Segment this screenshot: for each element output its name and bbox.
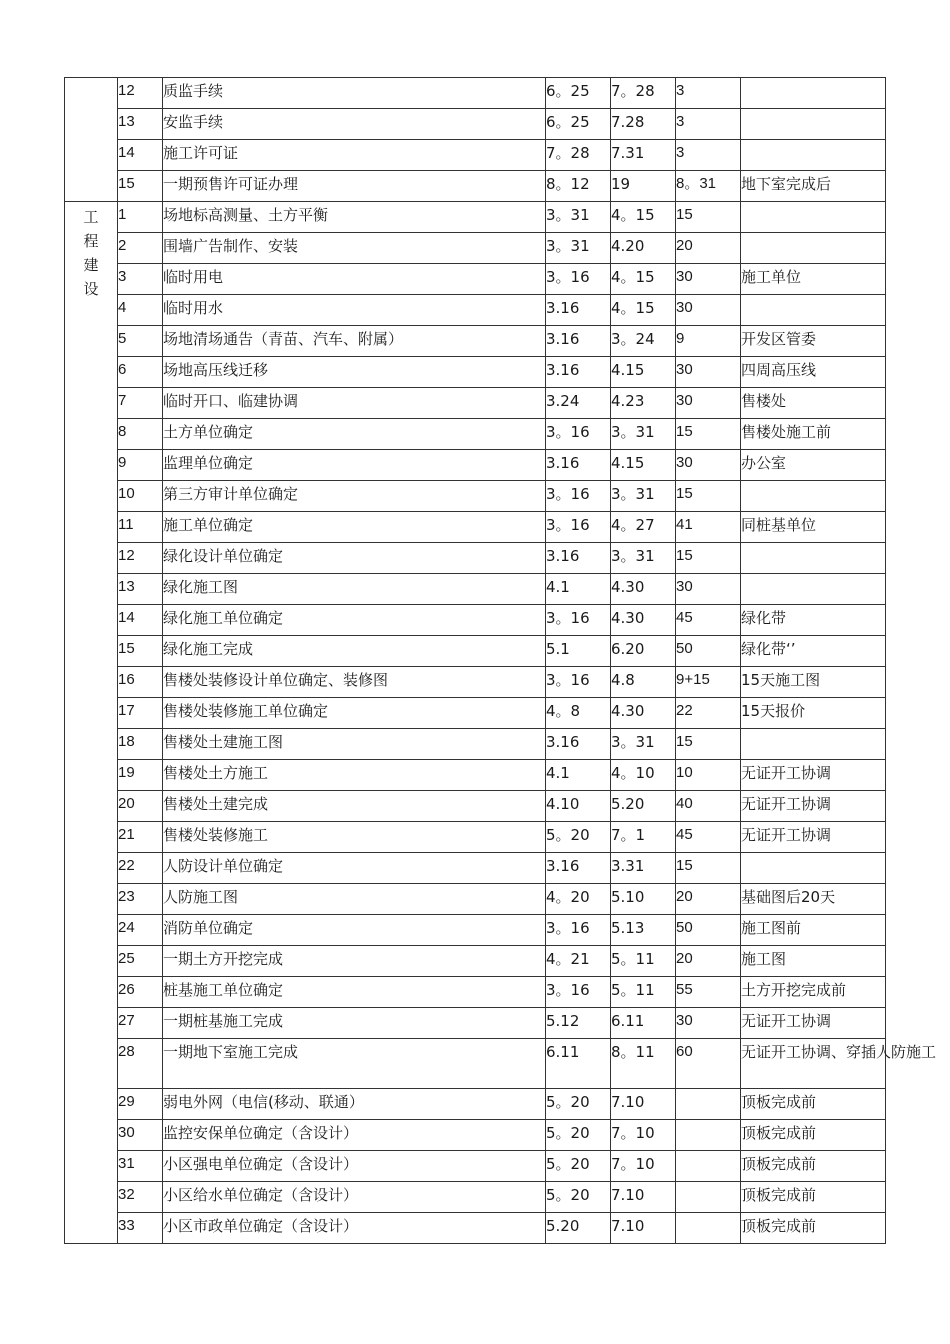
task-name: 弱电外网（电信(移动、联通） [163,1089,546,1120]
row-number: 9 [118,450,163,481]
duration: 45 [676,605,741,636]
duration: 15 [676,419,741,450]
table-row [65,1120,886,1151]
start-date: 3。16 [546,667,611,698]
remark [741,295,886,326]
task-name: 一期预售许可证办理 [163,171,546,202]
row-number: 5 [118,326,163,357]
task-name: 人防设计单位确定 [163,853,546,884]
task-name: 人防施工图 [163,884,546,915]
end-date: 3。31 [611,543,676,574]
start-date: 3。16 [546,481,611,512]
table-row [65,140,886,171]
task-name: 场地高压线迁移 [163,357,546,388]
table-row [65,419,886,450]
remark: 四周高压线 [741,357,886,388]
end-date: 7.28 [611,109,676,140]
duration: 3 [676,109,741,140]
duration [676,1151,741,1182]
task-name: 消防单位确定 [163,915,546,946]
table-row [65,729,886,760]
table-row [65,388,886,419]
group-cell [65,78,118,202]
end-date: 7.10 [611,1213,676,1244]
task-name: 桩基施工单位确定 [163,977,546,1008]
group-label: 工程建设 [83,208,99,298]
table-row [65,78,886,109]
end-date: 5。11 [611,946,676,977]
end-date: 5。11 [611,977,676,1008]
duration: 30 [676,357,741,388]
remark: 同桩基单位 [741,512,886,543]
table-row [65,109,886,140]
task-name: 绿化施工完成 [163,636,546,667]
table-row [65,605,886,636]
end-date: 7。10 [611,1120,676,1151]
end-date: 4.30 [611,698,676,729]
remark: 无证开工协调 [741,760,886,791]
end-date: 3.31 [611,853,676,884]
remark: 地下室完成后 [741,171,886,202]
duration: 3 [676,140,741,171]
table-row [65,233,886,264]
remark: 无证开工协调 [741,822,886,853]
start-date: 3。16 [546,915,611,946]
end-date: 4.30 [611,574,676,605]
start-date: 5。20 [546,822,611,853]
start-date: 4。21 [546,946,611,977]
table-row [65,915,886,946]
duration: 41 [676,512,741,543]
end-date: 3。31 [611,419,676,450]
table-row [65,450,886,481]
end-date: 3。31 [611,481,676,512]
duration [676,1089,741,1120]
table-row [65,357,886,388]
table-row [65,295,886,326]
row-number: 26 [118,977,163,1008]
end-date: 5.20 [611,791,676,822]
duration: 20 [676,233,741,264]
task-name: 监控安保单位确定（含设计） [163,1120,546,1151]
task-name: 售楼处装修设计单位确定、装修图 [163,667,546,698]
row-number: 33 [118,1213,163,1244]
remark [741,202,886,233]
row-number: 12 [118,543,163,574]
end-date: 4.20 [611,233,676,264]
task-name: 一期地下室施工完成 [163,1039,546,1089]
row-number: 25 [118,946,163,977]
row-number: 24 [118,915,163,946]
remark: 开发区管委 [741,326,886,357]
end-date: 3。31 [611,729,676,760]
table-row [65,1182,886,1213]
remark: 绿化带‘’ [741,636,886,667]
task-name: 施工许可证 [163,140,546,171]
row-number: 1 [118,202,163,233]
task-name: 售楼处土建施工图 [163,729,546,760]
task-name: 小区市政单位确定（含设计） [163,1213,546,1244]
row-number: 27 [118,1008,163,1039]
task-name: 绿化施工单位确定 [163,605,546,636]
start-date: 6。25 [546,78,611,109]
table-row [65,512,886,543]
start-date: 3。16 [546,605,611,636]
table-row [65,171,886,202]
duration: 60 [676,1039,741,1089]
row-number: 21 [118,822,163,853]
start-date: 3。16 [546,512,611,543]
row-number: 28 [118,1039,163,1089]
remark [741,233,886,264]
table-row [65,1008,886,1039]
table-row [65,1151,886,1182]
duration: 15 [676,729,741,760]
remark: 施工单位 [741,264,886,295]
end-date: 4。10 [611,760,676,791]
table-row [65,760,886,791]
duration: 40 [676,791,741,822]
row-number: 13 [118,574,163,605]
remark [741,78,886,109]
row-number: 14 [118,605,163,636]
row-number: 4 [118,295,163,326]
end-date: 4。27 [611,512,676,543]
row-number: 16 [118,667,163,698]
duration: 50 [676,636,741,667]
task-name: 绿化设计单位确定 [163,543,546,574]
table-row [65,202,886,233]
table-row [65,977,886,1008]
duration: 55 [676,977,741,1008]
row-number: 20 [118,791,163,822]
start-date: 3。16 [546,419,611,450]
table-row [65,822,886,853]
task-name: 第三方审计单位确定 [163,481,546,512]
remark: 顶板完成前 [741,1182,886,1213]
task-name: 监理单位确定 [163,450,546,481]
duration: 15 [676,202,741,233]
start-date: 3.16 [546,326,611,357]
duration: 30 [676,1008,741,1039]
task-name: 售楼处装修施工单位确定 [163,698,546,729]
group-cell [65,202,118,1244]
duration: 30 [676,264,741,295]
end-date: 4.8 [611,667,676,698]
remark: 土方开挖完成前 [741,977,886,1008]
start-date: 4.1 [546,574,611,605]
row-number: 12 [118,78,163,109]
table-row [65,326,886,357]
duration: 30 [676,450,741,481]
task-name: 施工单位确定 [163,512,546,543]
start-date: 6.11 [546,1039,611,1089]
remark: 施工图前 [741,915,886,946]
row-number: 30 [118,1120,163,1151]
end-date: 19 [611,171,676,202]
task-name: 绿化施工图 [163,574,546,605]
duration [676,1120,741,1151]
start-date: 3.16 [546,729,611,760]
start-date: 4。20 [546,884,611,915]
table-row [65,574,886,605]
remark: 顶板完成前 [741,1120,886,1151]
end-date: 4。15 [611,295,676,326]
end-date: 7.10 [611,1089,676,1120]
task-name: 土方单位确定 [163,419,546,450]
duration: 30 [676,388,741,419]
start-date: 3。31 [546,202,611,233]
table-row [65,853,886,884]
end-date: 5.13 [611,915,676,946]
start-date: 4.1 [546,760,611,791]
remark: 基础图后20天 [741,884,886,915]
row-number: 17 [118,698,163,729]
duration [676,1213,741,1244]
task-name: 场地清场通告（青苗、汽车、附属） [163,326,546,357]
task-name: 安监手续 [163,109,546,140]
remark: 售楼处施工前 [741,419,886,450]
remark [741,109,886,140]
remark [741,729,886,760]
task-name: 售楼处土方施工 [163,760,546,791]
remark: 顶板完成前 [741,1213,886,1244]
remark: 15天报价 [741,698,886,729]
remark: 顶板完成前 [741,1089,886,1120]
end-date: 4。15 [611,264,676,295]
duration: 8。31 [676,171,741,202]
table-row [65,481,886,512]
table-row [65,791,886,822]
table-row [65,1089,886,1120]
duration: 45 [676,822,741,853]
remark [741,140,886,171]
task-name: 售楼处土建完成 [163,791,546,822]
row-number: 15 [118,171,163,202]
start-date: 3。16 [546,264,611,295]
row-number: 18 [118,729,163,760]
start-date: 5。20 [546,1151,611,1182]
task-name: 一期桩基施工完成 [163,1008,546,1039]
start-date: 5.12 [546,1008,611,1039]
start-date: 5。20 [546,1089,611,1120]
end-date: 4.15 [611,450,676,481]
end-date: 4.30 [611,605,676,636]
row-number: 19 [118,760,163,791]
duration: 15 [676,543,741,574]
duration: 15 [676,481,741,512]
task-name: 临时用电 [163,264,546,295]
duration: 20 [676,946,741,977]
remark: 无证开工协调 [741,1008,886,1039]
end-date: 4.15 [611,357,676,388]
task-name: 临时用水 [163,295,546,326]
task-name: 场地标高测量、土方平衡 [163,202,546,233]
schedule-body [65,78,937,1244]
start-date: 3.16 [546,295,611,326]
duration: 3 [676,78,741,109]
row-number: 31 [118,1151,163,1182]
duration: 9+15 [676,667,741,698]
start-date: 6。25 [546,109,611,140]
task-name: 质监手续 [163,78,546,109]
task-name: 一期土方开挖完成 [163,946,546,977]
table-row [65,264,886,295]
duration: 10 [676,760,741,791]
start-date: 5。20 [546,1182,611,1213]
row-number: 8 [118,419,163,450]
start-date: 3.24 [546,388,611,419]
start-date: 3.16 [546,543,611,574]
table-row [65,1039,886,1089]
end-date: 7。10 [611,1151,676,1182]
start-date: 8。12 [546,171,611,202]
end-date: 4.23 [611,388,676,419]
row-number: 13 [118,109,163,140]
start-date: 5.20 [546,1213,611,1244]
end-date: 6.20 [611,636,676,667]
row-number: 11 [118,512,163,543]
start-date: 3.16 [546,450,611,481]
table-row [65,543,886,574]
remark [741,543,886,574]
duration: 30 [676,295,741,326]
table-row [65,884,886,915]
duration: 22 [676,698,741,729]
row-number: 29 [118,1089,163,1120]
schedule-table [64,77,937,1244]
task-name: 小区强电单位确定（含设计） [163,1151,546,1182]
end-date: 7。28 [611,78,676,109]
end-date: 5.10 [611,884,676,915]
remark: 办公室 [741,450,886,481]
start-date: 7。28 [546,140,611,171]
duration [676,1182,741,1213]
row-number: 10 [118,481,163,512]
start-date: 4。8 [546,698,611,729]
end-date: 7。1 [611,822,676,853]
task-name: 围墙广告制作、安装 [163,233,546,264]
duration: 20 [676,884,741,915]
duration: 50 [676,915,741,946]
table-row [65,698,886,729]
duration: 9 [676,326,741,357]
row-number: 6 [118,357,163,388]
row-number: 23 [118,884,163,915]
remark [741,574,886,605]
duration: 15 [676,853,741,884]
row-number: 32 [118,1182,163,1213]
end-date: 6.11 [611,1008,676,1039]
row-number: 22 [118,853,163,884]
task-name: 售楼处装修施工 [163,822,546,853]
remark: 无证开工协调 [741,791,886,822]
end-date: 8。11 [611,1039,676,1089]
task-name: 小区给水单位确定（含设计） [163,1182,546,1213]
start-date: 5.1 [546,636,611,667]
row-number: 15 [118,636,163,667]
table-row [65,1213,886,1244]
row-number: 3 [118,264,163,295]
duration: 30 [676,574,741,605]
task-name: 临时开口、临建协调 [163,388,546,419]
start-date: 3.16 [546,357,611,388]
remark: 售楼处 [741,388,886,419]
end-date: 7.31 [611,140,676,171]
remark [741,853,886,884]
remark: 15天施工图 [741,667,886,698]
remark: 顶板完成前 [741,1151,886,1182]
remark: 绿化带 [741,605,886,636]
end-date: 7.10 [611,1182,676,1213]
group-label [83,78,99,81]
start-date: 3.16 [546,853,611,884]
remark: 无证开工协调、穿插人防施工 [741,1039,886,1089]
table-row [65,667,886,698]
end-date: 3。24 [611,326,676,357]
row-number: 14 [118,140,163,171]
start-date: 4.10 [546,791,611,822]
start-date: 3。31 [546,233,611,264]
remark [741,481,886,512]
end-date: 4。15 [611,202,676,233]
start-date: 3。16 [546,977,611,1008]
table-row [65,636,886,667]
table-row [65,946,886,977]
start-date: 5。20 [546,1120,611,1151]
row-number: 2 [118,233,163,264]
row-number: 7 [118,388,163,419]
remark: 施工图 [741,946,886,977]
